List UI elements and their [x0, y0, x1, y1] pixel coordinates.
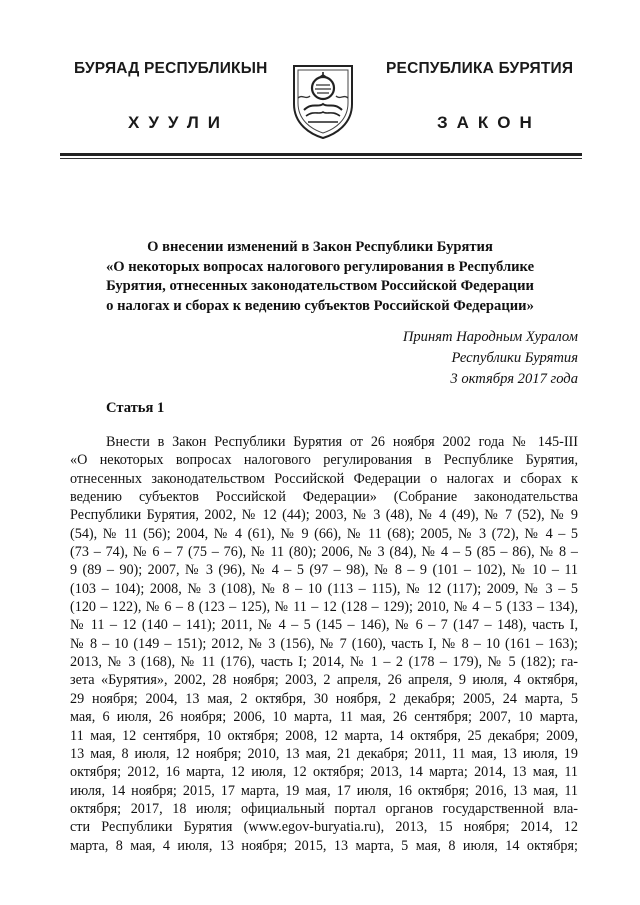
- body-line: 29 ноября; 2004, 13 мая, 2 октября, 30 ноября, 2 декабря; 2005, 24 марта, 5: [70, 690, 578, 707]
- body-line: мая, 6 июля, 26 ноября; 2006, 10 марта, 11 мая, 26 сентября; 2007, 10 марта,: [70, 709, 578, 726]
- buryatia-coat-of-arms-icon: [290, 58, 356, 140]
- body-line: отнесенных законодательством Российской Федерации о налогах и сборах к: [70, 470, 578, 487]
- adoption-line: Республики Бурятия: [451, 350, 578, 366]
- body-line: октября; 2017, 18 июля; официальный портал органов государственной вла-: [70, 800, 578, 817]
- law-title-line: Бурятия, отнесенных законодательством Российской Федерации: [106, 278, 534, 295]
- body-line: (120 – 122), № 6 – 8 (123 – 125), № 11 – 12 (128 – 129); 2010, № 4 – 5 (133 – 134),: [70, 599, 578, 616]
- body-line: (103 – 104); 2008, № 3 (108), № 8 – 10 (113 – 115), № 12 (117); 2009, № 3 – 5: [70, 580, 578, 597]
- adoption-note: [403, 327, 578, 390]
- article-body: [70, 433, 578, 855]
- header-right-title: РЕСПУБЛИКА БУРЯТИЯ: [386, 60, 574, 77]
- article-heading: Статья 1: [106, 400, 165, 416]
- body-line: № 8 – 10 (149 – 151); 2012, № 3 (156), № 7 (160), часть I, № 8 – 10 (161 – 163);: [70, 635, 578, 652]
- adoption-line: Принят Народным Хуралом: [402, 329, 578, 345]
- adoption-date: 3 октября 2017 года: [450, 371, 578, 387]
- body-line: (54), № 11 (56); 2004, № 4 (61), № 9 (66), № 11 (68); 2005, № 3 (72), № 4 – 5: [70, 525, 578, 542]
- law-title-line: о налогах и сборах к ведению субъектов Российской Федерации»: [106, 297, 534, 314]
- law-title-line: «О некоторых вопросах налогового регулирования в Республике: [105, 258, 535, 275]
- body-line: Внести в Закон Республики Бурятия от 26 ноября 2002 года № 145-III: [106, 434, 578, 450]
- header-divider-thick: [60, 153, 582, 156]
- body-line: № 11 – 12 (140 – 141); 2011, № 4 – 5 (145 – 146), № 6 – 7 (147 – 148), часть I,: [70, 617, 578, 634]
- body-line: ведению субъектов Российской Федерации» (Собрание законодательства: [70, 489, 578, 506]
- body-line: марта, 8 мая, 4 июля, 13 ноября; 2015, 13 марта, 5 мая, 8 июля, 14 октября;: [70, 837, 578, 854]
- body-line: Республики Бурятия, 2002, № 12 (44); 2003, № 3 (48), № 4 (49), № 7 (52), № 9: [70, 507, 578, 524]
- body-line: 9 (89 – 90); 2007, № 3 (96), № 4 – 5 (97 – 98), № 8 – 9 (101 – 102), № 10 – 11: [70, 562, 578, 579]
- body-line: октября; 2012, 16 марта, 12 июля, 12 октября; 2013, 14 марта; 2014, 13 мая, 11: [70, 764, 578, 781]
- body-line: зета «Бурятия», 2002, 28 ноября; 2003, 2 апреля, 26 апреля, 9 июля, 4 октября,: [70, 672, 578, 689]
- body-line: 11 мая, 12 сентября, 10 октября; 2008, 12 марта, 14 октября, 25 декабря; 2009,: [70, 727, 578, 744]
- body-line: «О некоторых вопросах налогового регулирования в Республике Бурятия,: [70, 452, 578, 469]
- law-title-line: О внесении изменений в Закон Республики Бурятия: [147, 239, 493, 255]
- header-divider-thin: [60, 158, 582, 159]
- header-left-title: БУРЯАД РЕСПУБЛИКЫН: [74, 60, 268, 77]
- law-title: [60, 238, 580, 316]
- header-right-subtitle: ЗАКОН: [437, 113, 541, 132]
- body-line: 13 мая, 8 июля, 12 ноября; 2010, 13 мая, 21 декабря; 2011, 11 мая, 13 июля, 19: [70, 745, 578, 762]
- body-line: июля, 14 ноября; 2015, 17 марта, 19 мая, 17 июля, 16 октября; 2016, 13 мая, 11: [70, 782, 578, 799]
- body-line: (73 – 74), № 6 – 7 (75 – 76), № 11 (80); 2006, № 3 (84), № 4 – 5 (85 – 86), № 8 –: [70, 544, 578, 561]
- body-line: 2013, № 3 (168), № 11 (176), часть I; 2014, № 1 – 2 (178 – 179), № 5 (182); га-: [70, 654, 578, 671]
- header-left-subtitle: ХУУЛИ: [128, 113, 229, 132]
- body-line: сти Республики Бурятия (www.egov-buryatia.ru), 2013, 15 ноября; 2014, 12: [70, 819, 578, 836]
